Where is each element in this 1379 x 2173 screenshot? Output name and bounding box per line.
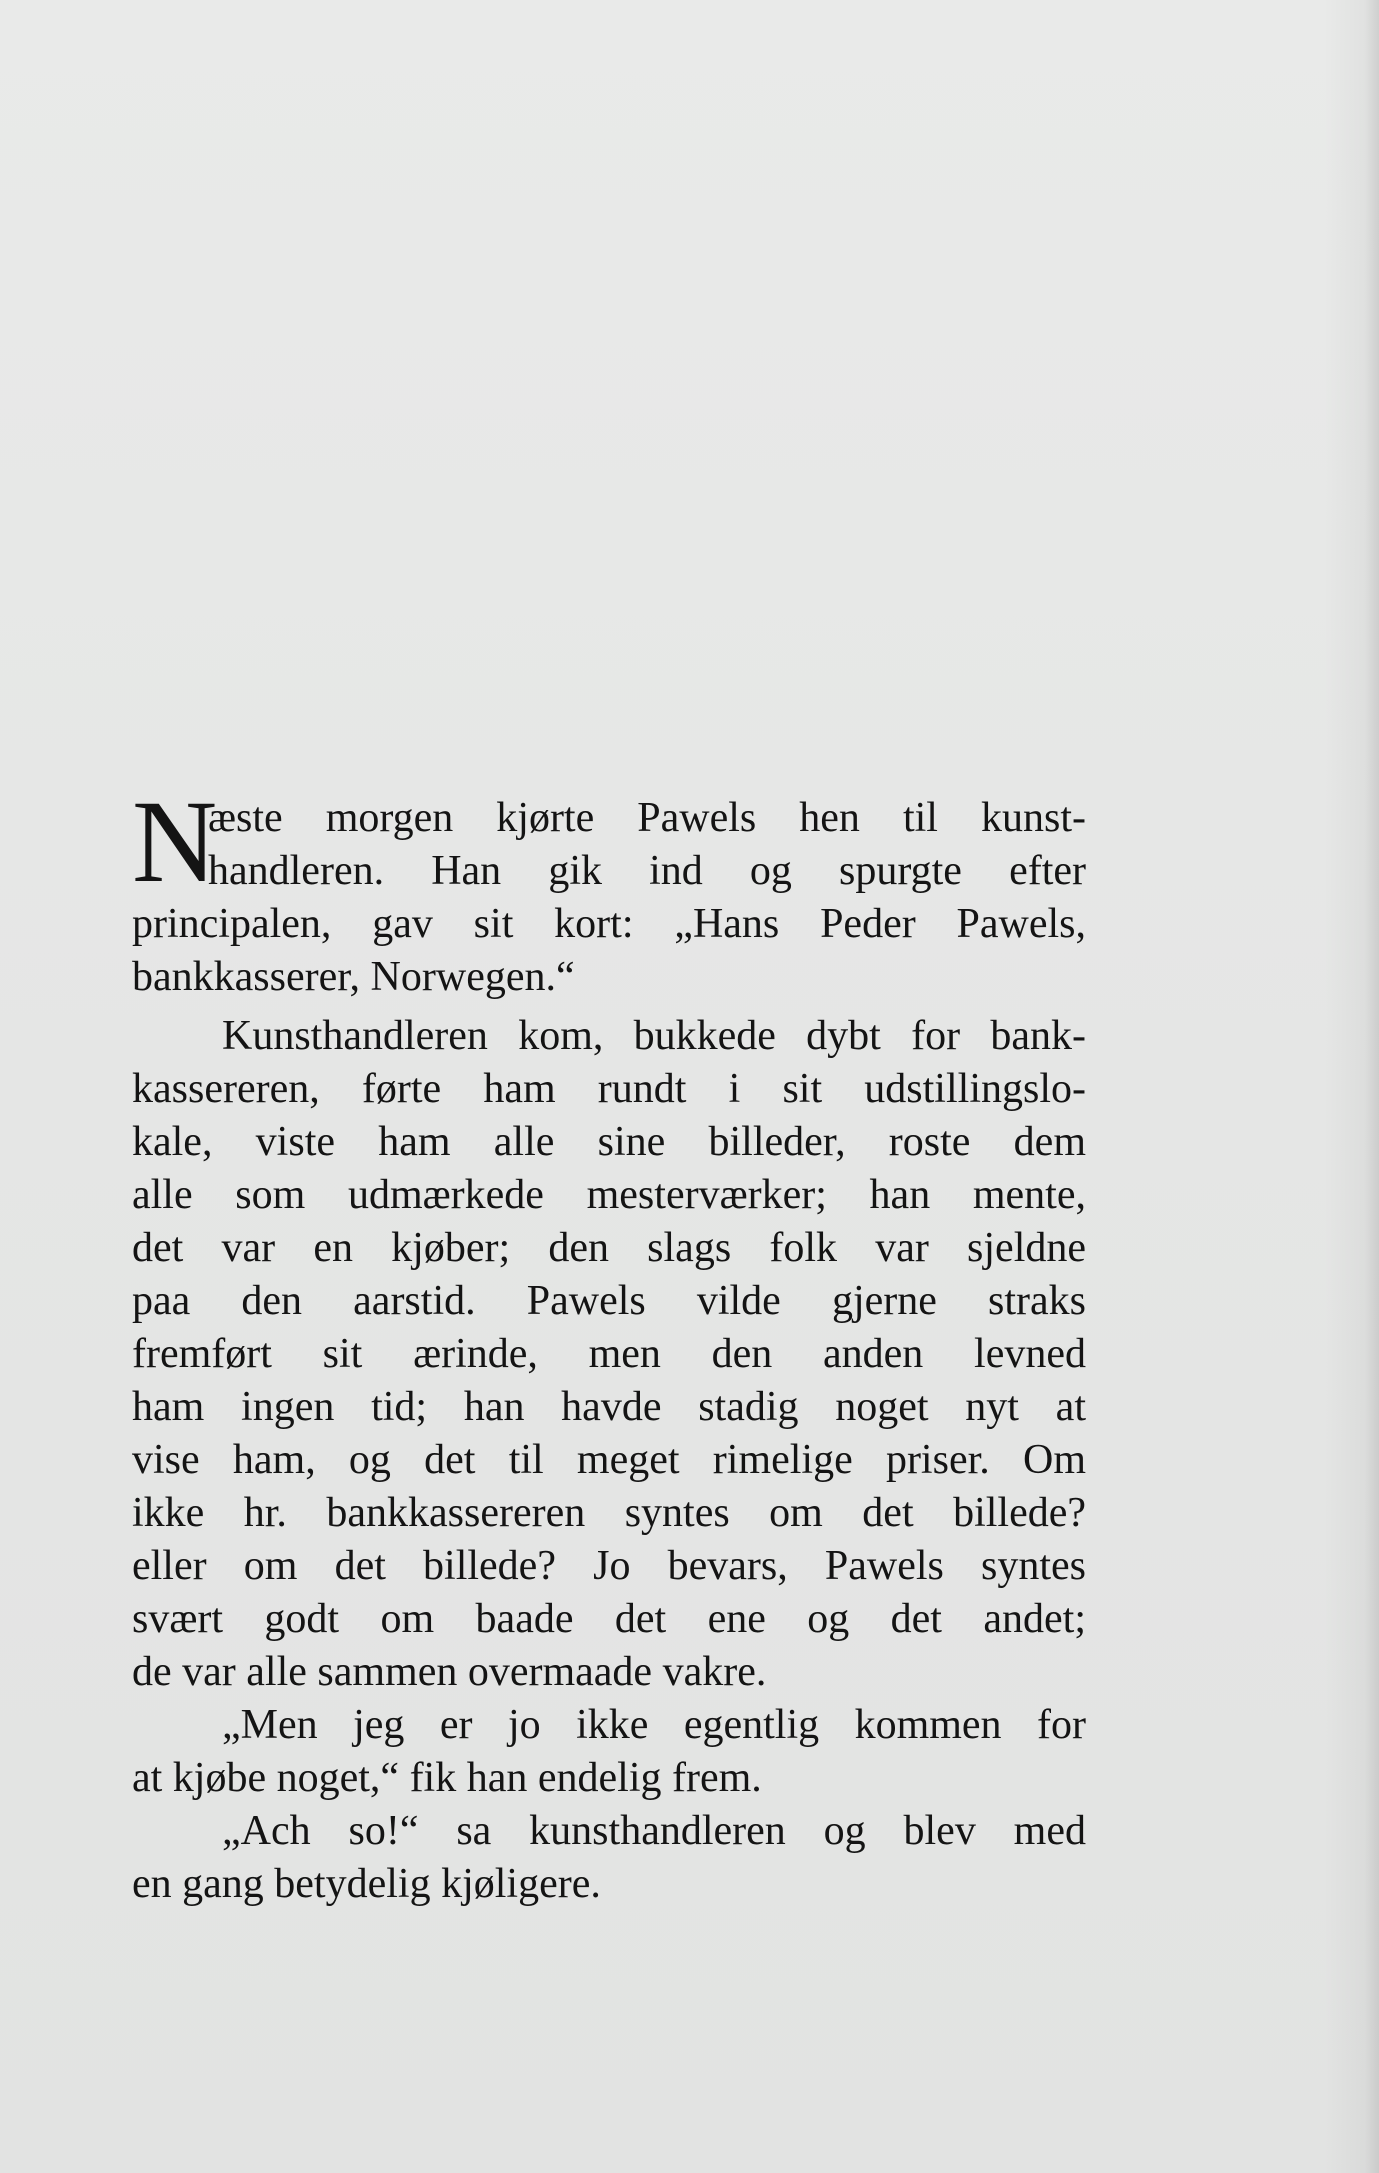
drop-cap: N — [132, 776, 218, 907]
text-line: kale, viste ham alle sine billeder, roste dem — [132, 1119, 1086, 1165]
body-text — [132, 776, 1086, 1911]
text-line: at kjøbe noget,“ fik han endelig frem. — [132, 1755, 762, 1801]
text-line: paa den aarstid. Pawels vilde gjerne straks — [132, 1278, 1086, 1324]
paragraph-2 — [132, 1010, 1086, 1699]
text-line: „Men jeg er jo ikke egentlig kommen for — [222, 1702, 1086, 1748]
text-line: Kunsthandleren kom, bukkede dybt for bank- — [222, 1013, 1086, 1059]
text-line: det var en kjøber; den slags folk var sjeldne — [132, 1225, 1086, 1271]
text-line: „Ach so!“ sa kunsthandleren og blev med — [222, 1808, 1086, 1854]
text-line: de var alle sammen overmaade vakre. — [132, 1649, 767, 1695]
paragraph-4 — [132, 1805, 1086, 1911]
paragraph-3 — [132, 1699, 1086, 1805]
text-line: alle som udmærkede mesterværker; han mente, — [132, 1172, 1086, 1218]
text-line: handleren. Han gik ind og spurgte efter — [208, 848, 1086, 894]
text-line: en gang betydelig kjøligere. — [132, 1861, 601, 1907]
text-line: eller om det billede? Jo bevars, Pawels syntes — [132, 1543, 1086, 1589]
paragraph-1 — [132, 776, 1086, 1010]
text-line: ham ingen tid; han havde stadig noget nyt at — [132, 1384, 1086, 1430]
text-line: principalen, gav sit kort: „Hans Peder Pawels, — [132, 901, 1086, 947]
page-edge-shadow — [1365, 0, 1379, 2173]
text-line: kassereren, førte ham rundt i sit udstillingslo- — [132, 1066, 1086, 1112]
text-line: ikke hr. bankkassereren syntes om det billede? — [132, 1490, 1086, 1536]
text-line: bankkasserer, Norwegen.“ — [132, 954, 575, 1000]
text-line: svært godt om baade det ene og det andet; — [132, 1596, 1086, 1642]
text-line: æste morgen kjørte Pawels hen til kunst- — [208, 795, 1086, 841]
text-line: fremført sit ærinde, men den anden levned — [132, 1331, 1086, 1377]
text-line: vise ham, og det til meget rimelige priser. Om — [132, 1437, 1086, 1483]
